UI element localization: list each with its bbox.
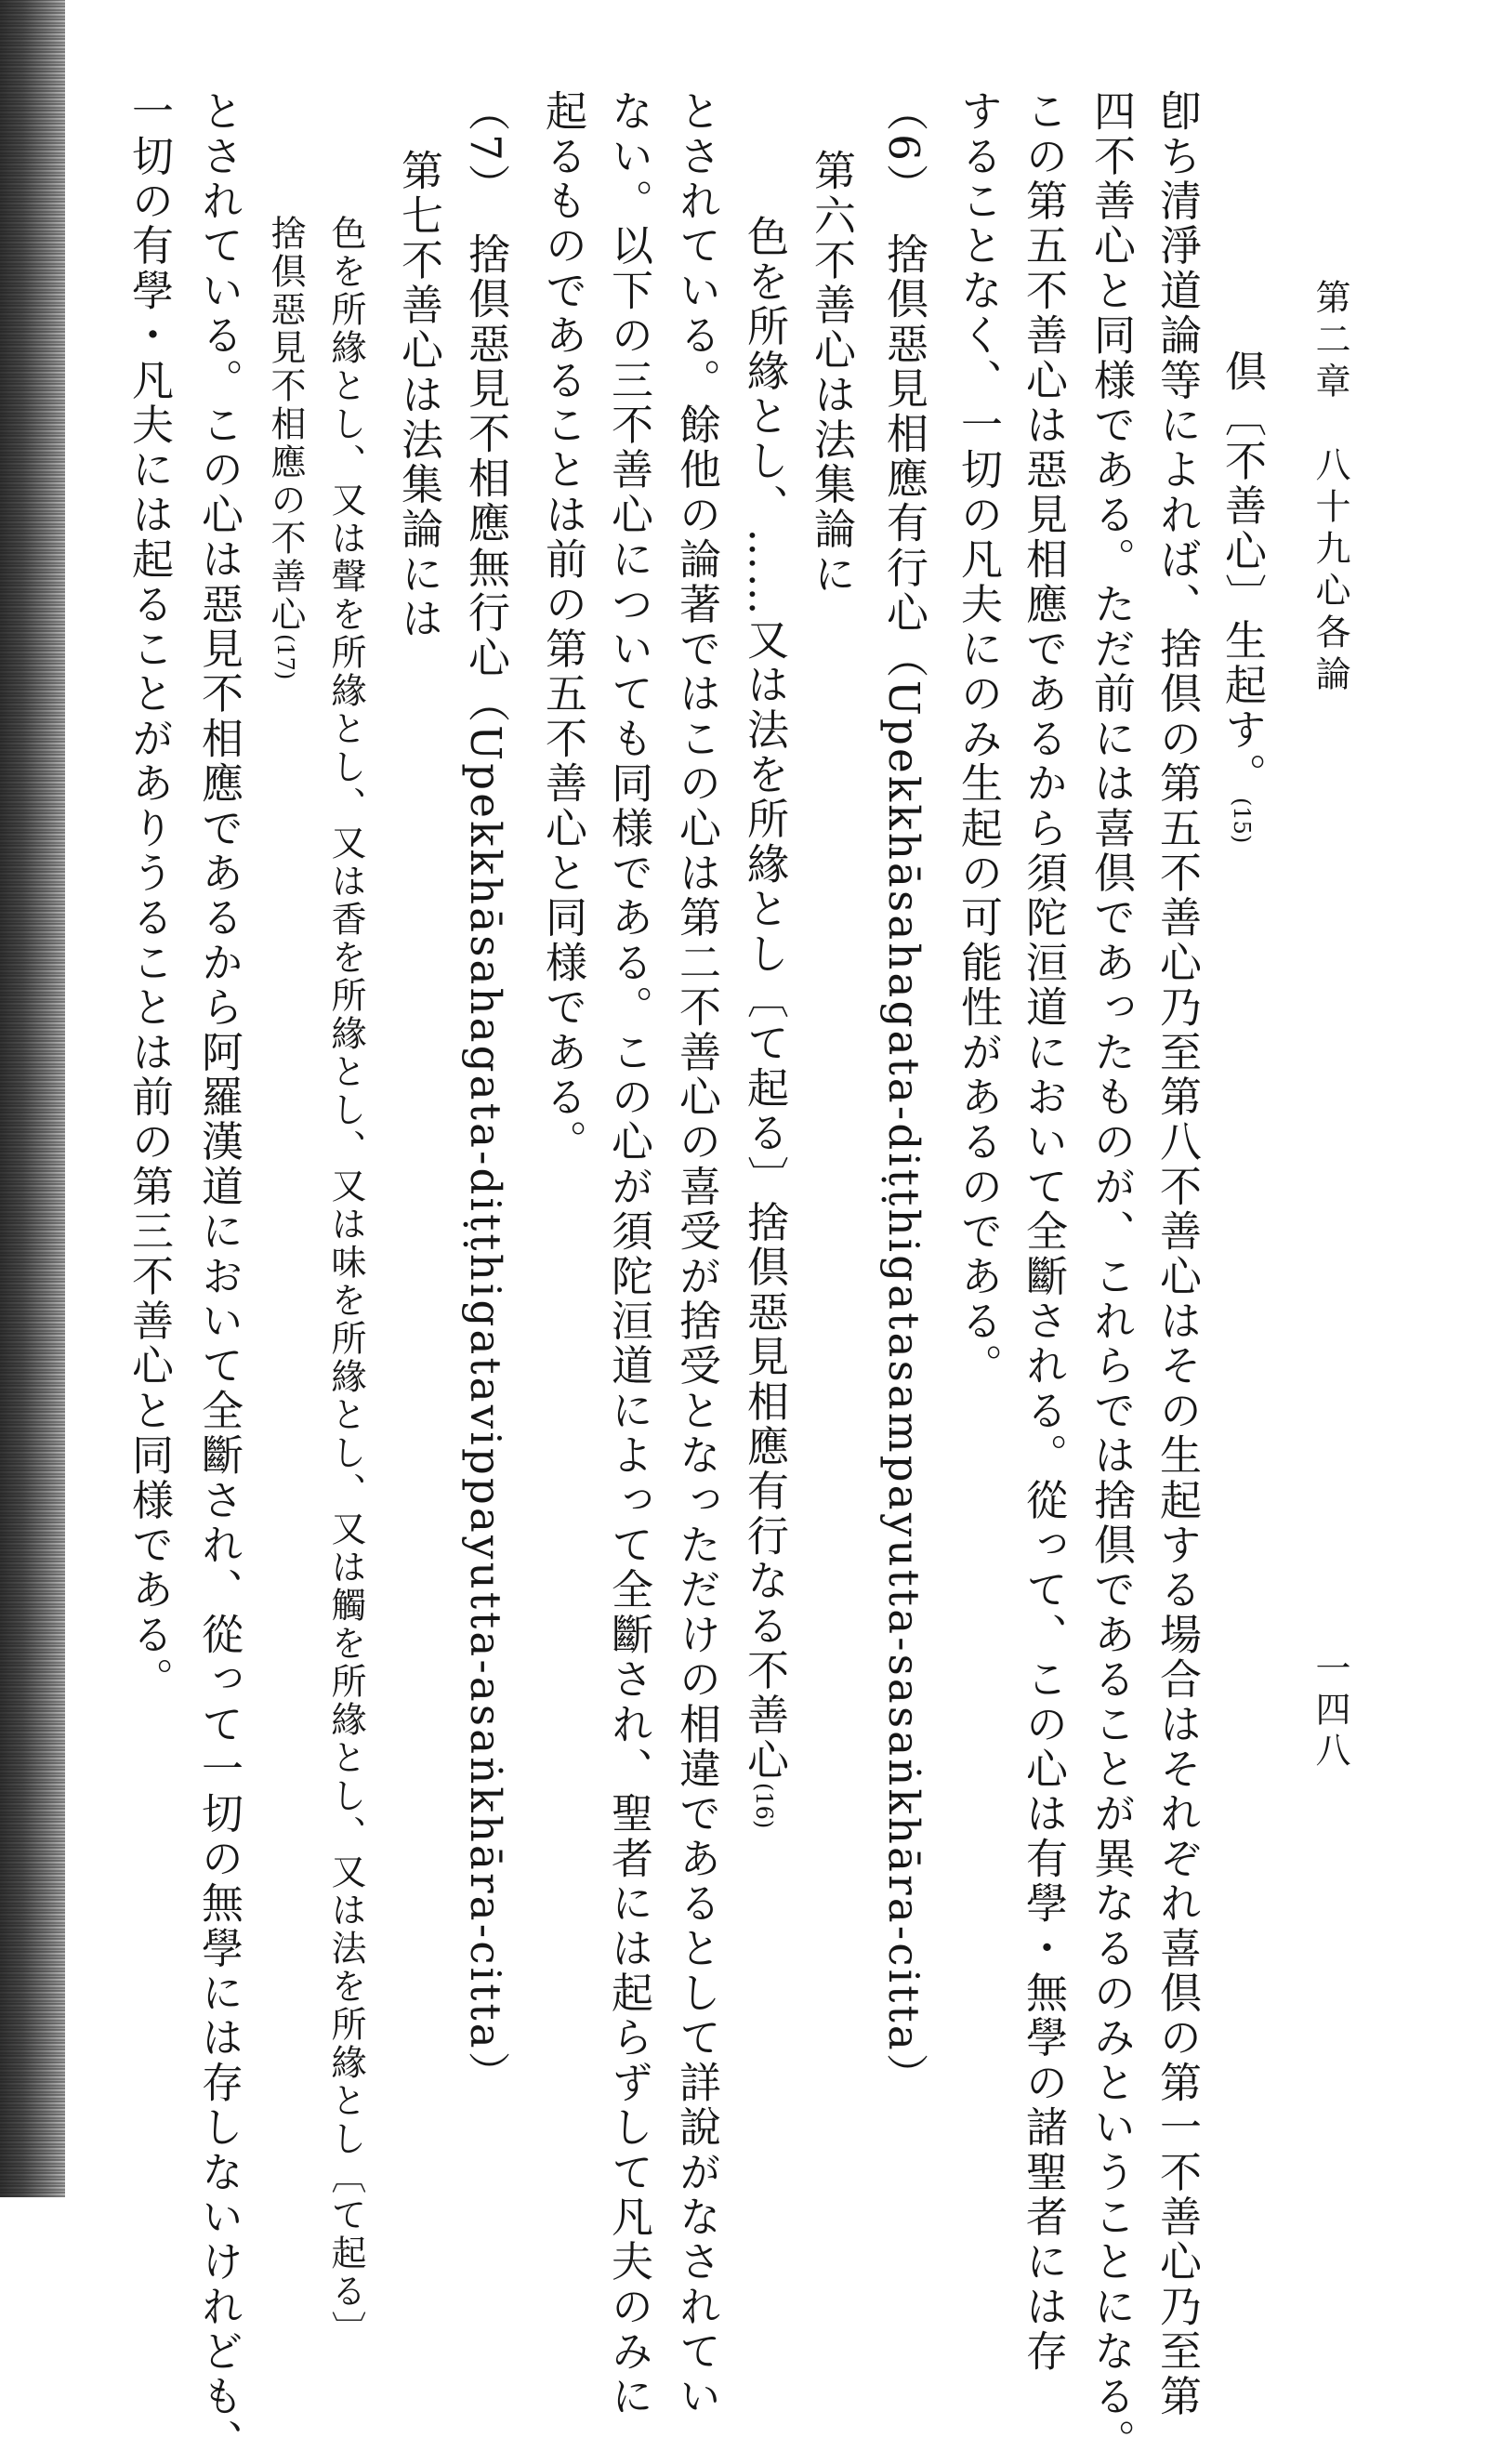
text-line-7: 第六不善心は法集論に: [807, 149, 856, 597]
text-line-5: することなく、一切の凡夫にのみ生起の可能性があるのである。: [954, 89, 1003, 1389]
section-heading-6: （6） 捨倶惡見相應有行心（Upekkhāsahagata-diṭṭhigatasampayutta-sasaṅkhāra-citta）: [879, 89, 928, 2099]
text-line-4: この第五不善心は惡見相應であるから須陀洹道において全斷される。從って、この心は有學・無學の諸聖者には存: [1019, 89, 1068, 2375]
page-number: 一四八: [1310, 1650, 1350, 1772]
footnote-ref-17: (17): [272, 634, 298, 680]
section-heading-7: （7） 捨倶惡見不相應無行心（Upekkhāsahagata-diṭṭhigatavippayutta-asaṅkhāra-citta）: [461, 89, 510, 2097]
quotation-line-14: 色を所緣とし、又は聲を所緣とし、又は香を所緣とし、又は味を所緣とし、又は觸を所緣とし、又は法を所緣とし〔て起る〕: [325, 215, 366, 2349]
text-line-16: とされている。この心は惡見不相應であるから阿羅漢道において全斷され、從って一切の無學には存しないけれども、: [194, 89, 244, 2464]
line-text: 色を所緣とし、……又は法を所緣とし〔て起る〕捨倶惡見相應有行なる不善心: [740, 215, 789, 1783]
text-line-3: 四不善心と同様である。ただ前には喜倶であったものが、これらでは捨倶であることが異なるのみということになる。: [1086, 89, 1136, 2464]
text-line-10: ない。以下の三不善心についても同様である。この心が須陀洹道によって全斷され、聖者には起らずして凡夫のみに: [604, 89, 653, 2419]
line-text: 倶〔不善心〕生起す。: [1218, 349, 1267, 797]
line-text: 捨倶惡見不相應の不善心: [265, 215, 306, 634]
footnote-ref-15: (15): [1229, 797, 1255, 844]
scan-shadow-edge: [0, 0, 65, 2197]
text-line-17: 一切の有學・凡夫には起ることがありうることは前の第三不善心と同様である。: [125, 89, 174, 1703]
quotation-line-15: [265, 215, 306, 680]
text-line-11: 起るものであることは前の第五不善心と同様である。: [538, 89, 587, 1165]
quotation-line-8: [740, 215, 789, 1829]
text-line-2: 卽ち清淨道論等によれば、捨倶の第五不善心乃至第八不善心はその生起する場合はそれぞれ喜倶の第一不善心乃至第: [1152, 89, 1202, 2419]
text-line-13: 第七不善心は法集論には: [394, 149, 443, 642]
running-title: 第二章 八十九心各論: [1310, 279, 1350, 697]
text-line-9: とされている。餘他の論著ではこの心は第二不善心の喜受が捨受となっただけの相違であるとして詳說がなされてい: [672, 89, 721, 2419]
footnote-ref-16: (16): [751, 1783, 777, 1829]
text-line-1: [1218, 349, 1267, 844]
